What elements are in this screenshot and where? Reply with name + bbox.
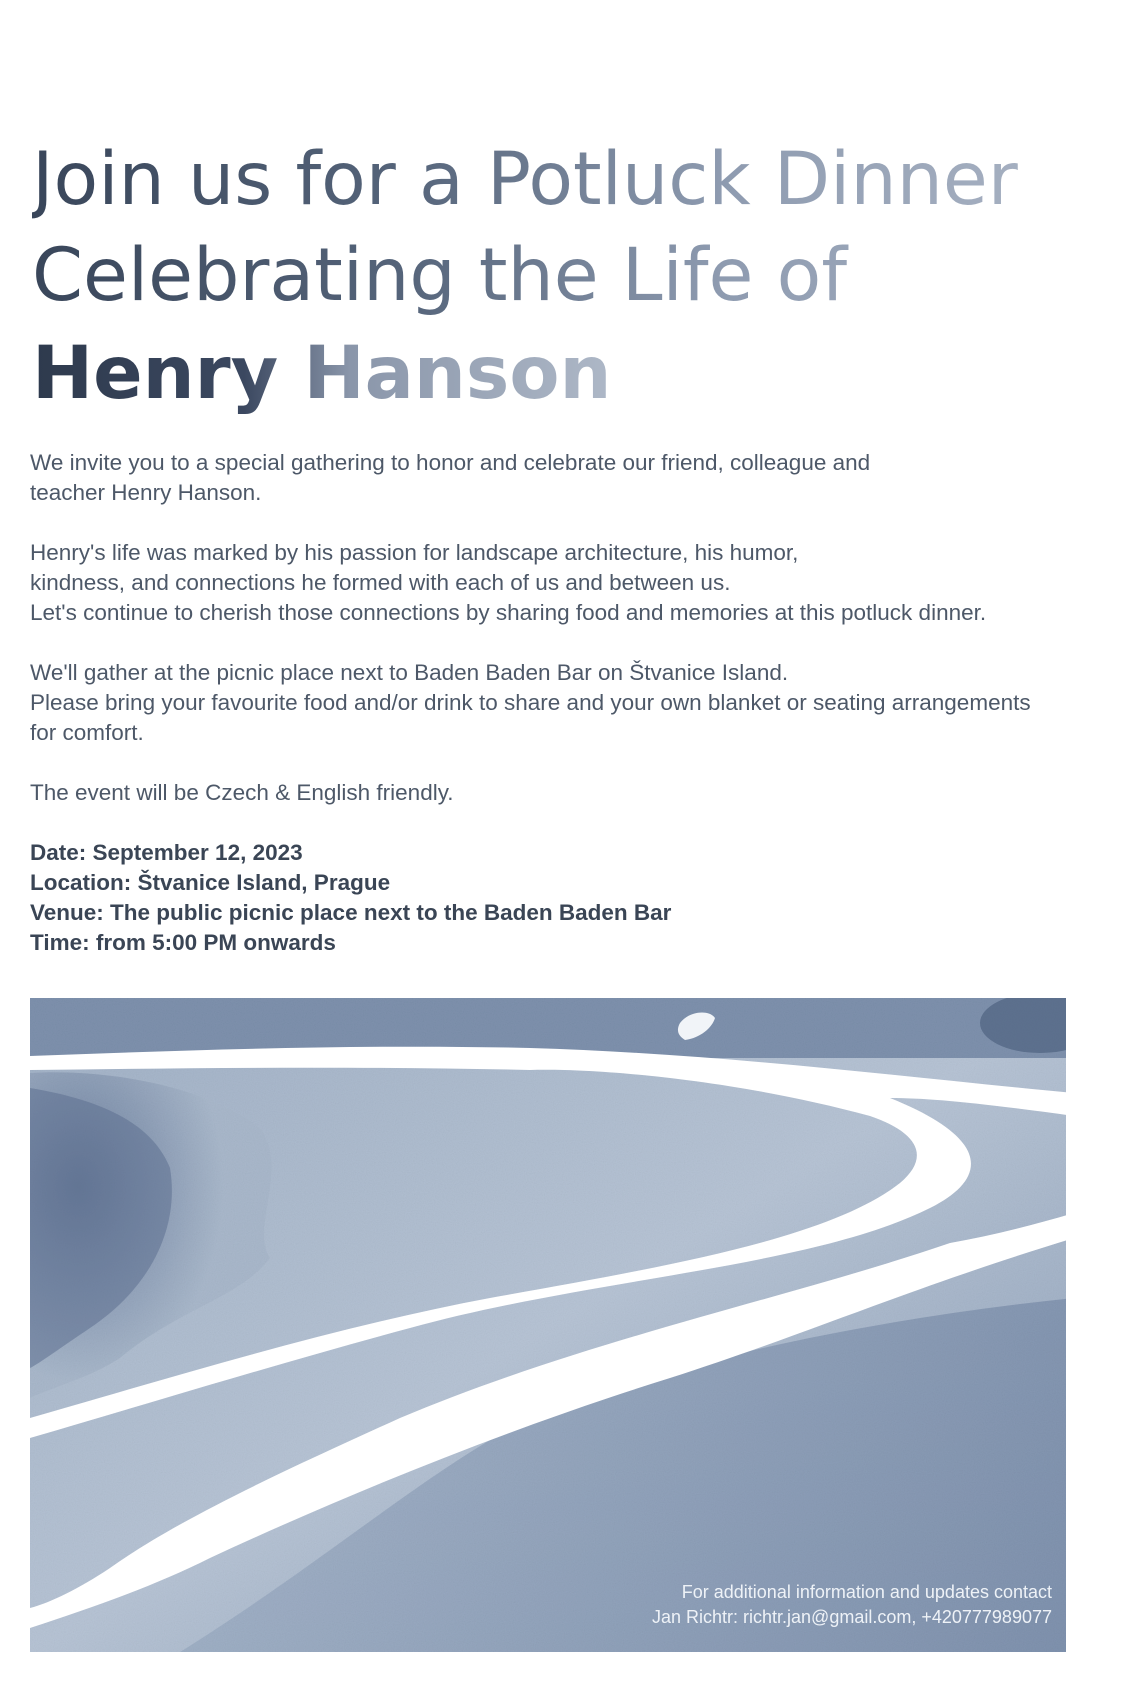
- text-line: kindness, and connections he formed with each of us and between us.: [30, 570, 731, 595]
- title-block: [32, 132, 1092, 422]
- text-line: Let's continue to cherish those connections by sharing food and memories at this potluck dinner.: [30, 600, 987, 625]
- text-line: The event will be Czech & English friendly.: [30, 780, 454, 805]
- watercolor-graphic: [30, 998, 1074, 1652]
- paragraph-gathering: [30, 658, 1100, 748]
- event-date: Date: September 12, 2023: [30, 840, 303, 865]
- watercolor-river-illustration: [30, 998, 1074, 1652]
- contact-info: [652, 1580, 1052, 1630]
- contact-line-2: Jan Richtr: richtr.jan@gmail.com, +420777989077: [652, 1607, 1052, 1627]
- title-line-1: Join us for a Potluck Dinner: [32, 132, 1092, 228]
- event-location: Location: Štvanice Island, Prague: [30, 870, 391, 895]
- contact-line-1: For additional information and updates contact: [681, 1582, 1052, 1602]
- event-time: Time: from 5:00 PM onwards: [30, 930, 336, 955]
- title-line-2: Celebrating the Life of: [32, 228, 1092, 324]
- paragraph-invite: [30, 448, 1100, 508]
- invitation-text: [30, 448, 1100, 838]
- text-line: We'll gather at the picnic place next to Baden Baden Bar on Štvanice Island.: [30, 660, 789, 685]
- text-line: Please bring your favourite food and/or drink to share and your own blanket or seating arrangements: [30, 690, 1031, 715]
- event-details: [30, 838, 671, 958]
- honoree-name: Henry Hanson: [32, 326, 1092, 422]
- text-line: We invite you to a special gathering to honor and celebrate our friend, colleague and: [30, 450, 871, 475]
- text-line: Henry's life was marked by his passion for landscape architecture, his humor,: [30, 540, 799, 565]
- text-line: for comfort.: [30, 720, 144, 745]
- event-venue: Venue: The public picnic place next to the Baden Baden Bar: [30, 900, 672, 925]
- text-line: teacher Henry Hanson.: [30, 480, 262, 505]
- paragraph-languages: [30, 778, 1100, 808]
- paragraph-about-henry: [30, 538, 1100, 628]
